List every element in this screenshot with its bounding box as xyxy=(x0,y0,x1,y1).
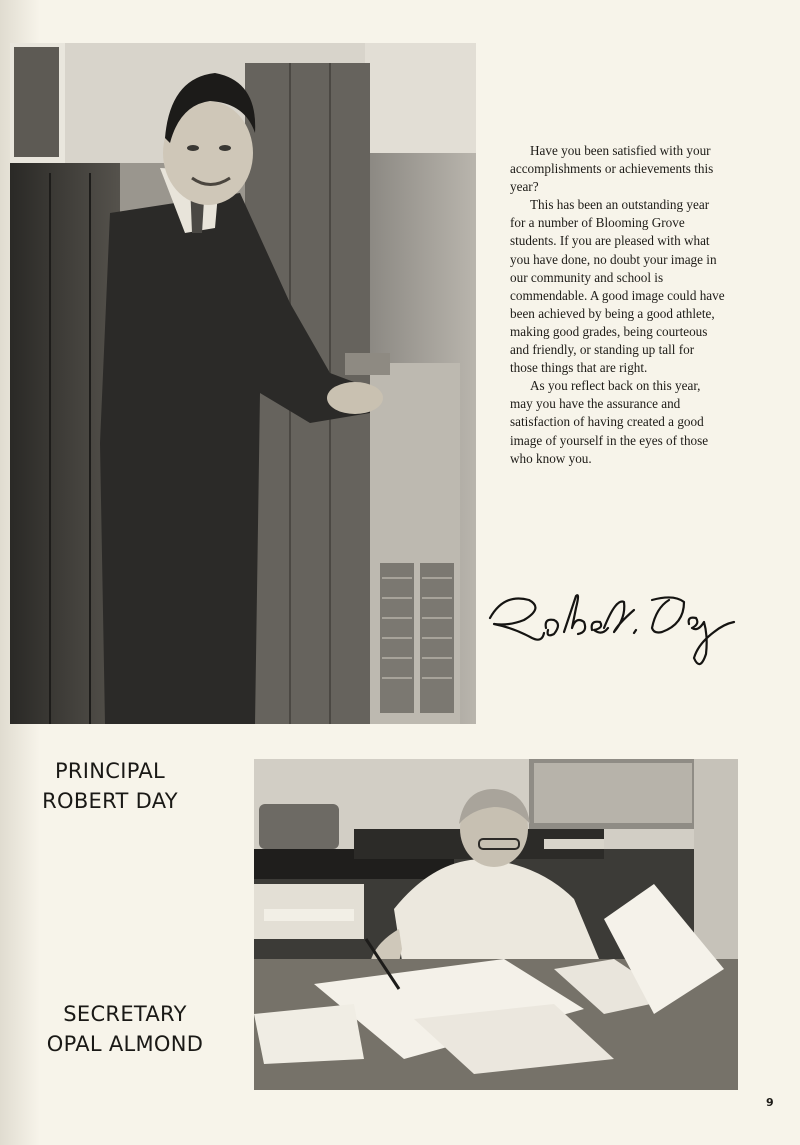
principal-title: PRINCIPAL xyxy=(54,759,166,783)
secretary-title: SECRETARY xyxy=(63,1002,187,1026)
letter-paragraph: This has been an outstanding year for a number of Blooming Grove students. If you are pleased with what you have done, no doubt your image in our community and school is commendable. A good image could have been achieved by being a good athlete, making good grades, being courteous and friendly, or standing up tall for those things that are right. xyxy=(510,197,725,376)
principal-letter xyxy=(510,142,725,468)
secretary-caption xyxy=(30,999,220,1059)
secretary-name: OPAL ALMOND xyxy=(46,1032,204,1056)
letter-paragraph: Have you been satisfied with your accomplishments or achievements this year? xyxy=(510,143,714,195)
principal-photo xyxy=(10,43,476,724)
secretary-photo xyxy=(254,759,738,1090)
principal-caption xyxy=(30,756,190,816)
page-number: 9 xyxy=(766,1096,774,1109)
principal-name: ROBERT DAY xyxy=(42,789,178,813)
principal-signature xyxy=(484,588,739,678)
letter-paragraph: As you reflect back on this year, may you have the assurance and satisfaction of having created a good image of yourself in the eyes of those who know you. xyxy=(510,378,709,466)
